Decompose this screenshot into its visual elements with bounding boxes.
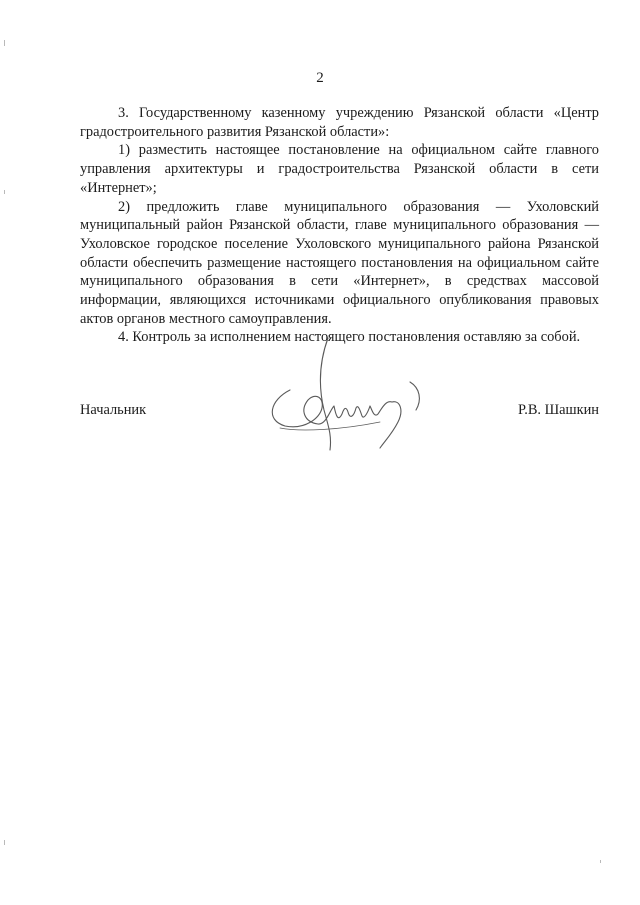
- handwritten-signature: [260, 330, 460, 460]
- paragraph-subitem-2: 2) предложить главе муниципального образования — Ухоловский муниципальный район Рязанской области, главе муниципального образования — Ухоловское городское поселение Ухоловского муниципального района Рязанской области обеспечить размещение настоящего постановления на официальном сайте муниципального образования в сети «Интернет», в средствах массовой информации, являющихся источниками официального опубликования правовых актов органов местного самоуправления.: [80, 198, 599, 327]
- scan-artifact: [4, 840, 5, 845]
- paragraph-item-3: 3. Государственному казенному учреждению Рязанской области «Центр градостроительного развития Рязанской области»:: [80, 105, 599, 140]
- signature-block: [80, 400, 599, 460]
- paragraph-subitem-1: 1) разместить настоящее постановление на официальном сайте главного управления архитектуры и градостроительства Рязанской области в сети «Интернет»;: [80, 142, 599, 196]
- scan-artifact: [600, 860, 601, 863]
- document-body: [80, 104, 599, 347]
- signer-name: Р.В. Шашкин: [518, 402, 599, 418]
- scan-artifact: [4, 190, 5, 194]
- paragraph-item-4: 4. Контроль за исполнением настоящего постановления оставляю за собой.: [118, 329, 581, 346]
- page-number: 2: [316, 70, 324, 86]
- scan-artifact: [4, 40, 5, 46]
- signer-position: Начальник: [80, 402, 147, 418]
